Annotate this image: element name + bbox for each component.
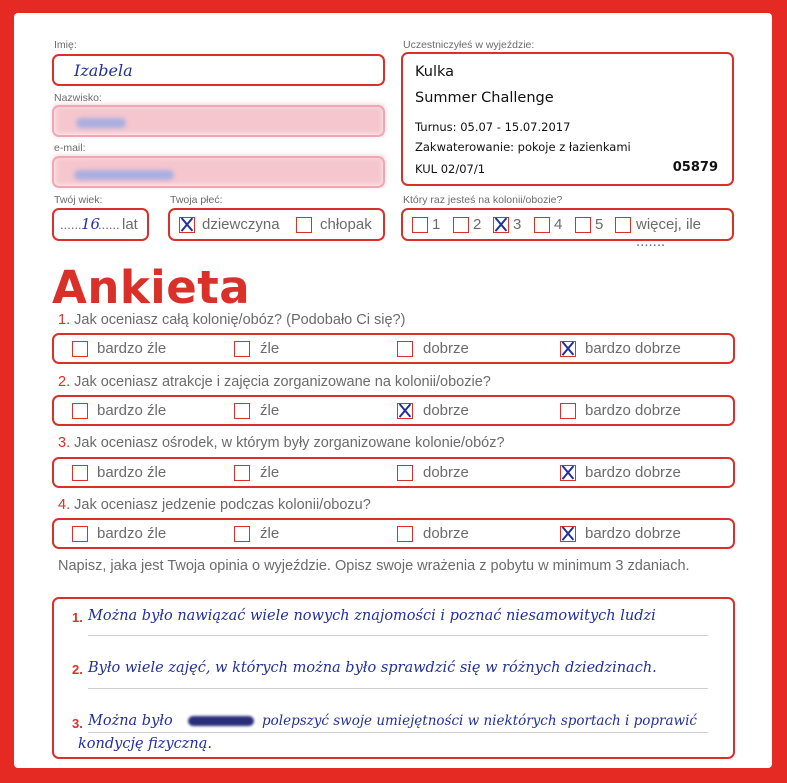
raz-option-2: 2 bbox=[473, 216, 482, 233]
raz-option-wiecej: więcej, ile ....... bbox=[636, 216, 702, 250]
plec-field bbox=[168, 208, 385, 241]
checkbox-raz-1[interactable] bbox=[412, 217, 428, 233]
q4-option-bardzo-zle: bardzo źle bbox=[97, 525, 167, 542]
question-2 bbox=[58, 374, 491, 390]
nazwisko-field[interactable] bbox=[52, 105, 385, 137]
ruled-line-3 bbox=[88, 732, 708, 733]
q4-checkbox-bardzo-dobrze[interactable] bbox=[560, 526, 576, 542]
trip-label: Uczestniczyłeś w wyjeździe: bbox=[403, 39, 535, 51]
q3-checkbox-zle[interactable] bbox=[234, 465, 250, 481]
wiek-dots-after: ...... bbox=[98, 217, 120, 232]
opinion-3-text-line2: kondycję fizyczną. bbox=[78, 736, 212, 752]
email-redacted-value bbox=[74, 170, 174, 180]
checkbox-chlopak[interactable] bbox=[296, 217, 312, 233]
q2-option-bardzo-zle: bardzo źle bbox=[97, 402, 167, 419]
wiek-unit: lat bbox=[122, 216, 138, 233]
opinion-1-text: Można było nawiązać wiele nowych znajomości i poznać niesamowitych ludzi bbox=[88, 608, 656, 624]
trip-zakwaterowanie: Zakwaterowanie: pokoje z łazienkami bbox=[415, 140, 631, 154]
question-3 bbox=[58, 435, 505, 451]
q3-checkbox-bardzo-zle[interactable] bbox=[72, 465, 88, 481]
email-field[interactable] bbox=[52, 156, 385, 188]
question-3-number: 3. bbox=[58, 435, 71, 451]
opinion-1-number: 1. bbox=[72, 610, 83, 625]
ktory-raz-label: Który raz jesteś na kolonii/obozie? bbox=[403, 194, 563, 206]
raz-option-5: 5 bbox=[595, 216, 604, 233]
opinion-3-redaction bbox=[188, 716, 254, 726]
q4-checkbox-zle[interactable] bbox=[234, 526, 250, 542]
q1-checkbox-bardzo-dobrze[interactable] bbox=[560, 341, 576, 357]
checkbox-raz-wiecej[interactable] bbox=[615, 217, 631, 233]
question-1-number: 1. bbox=[58, 312, 71, 328]
question-1 bbox=[58, 312, 405, 328]
imie-field[interactable] bbox=[52, 54, 385, 86]
plec-label: Twoja płeć: bbox=[170, 194, 223, 206]
q1-option-dobrze: dobrze bbox=[423, 340, 469, 357]
q4-option-zle: źle bbox=[260, 525, 280, 542]
q1-checkbox-zle[interactable] bbox=[234, 341, 250, 357]
trip-program: Summer Challenge bbox=[415, 90, 554, 106]
nazwisko-redacted-value bbox=[76, 118, 126, 128]
trip-turnus: Turnus: 05.07 - 15.07.2017 bbox=[415, 120, 571, 134]
q3-option-zle: źle bbox=[260, 464, 280, 481]
imie-value: Izabela bbox=[74, 61, 133, 80]
plec-option-chlopak: chłopak bbox=[320, 216, 372, 233]
checkbox-raz-2[interactable] bbox=[453, 217, 469, 233]
wiek-value: 16 bbox=[81, 215, 101, 233]
question-3-options bbox=[52, 457, 735, 488]
email-label: e-mail: bbox=[54, 142, 86, 154]
q2-checkbox-bardzo-zle[interactable] bbox=[72, 403, 88, 419]
raz-option-4: 4 bbox=[554, 216, 563, 233]
imie-label: Imię: bbox=[54, 39, 77, 51]
q3-option-bardzo-zle: bardzo źle bbox=[97, 464, 167, 481]
checkbox-dziewczyna[interactable] bbox=[179, 217, 195, 233]
q2-option-dobrze: dobrze bbox=[423, 402, 469, 419]
question-4-number: 4. bbox=[58, 497, 71, 513]
q2-checkbox-zle[interactable] bbox=[234, 403, 250, 419]
wiek-label: Twój wiek: bbox=[54, 194, 103, 206]
q3-option-bardzo-dobrze: bardzo dobrze bbox=[585, 464, 681, 481]
q1-checkbox-dobrze[interactable] bbox=[397, 341, 413, 357]
trip-name: Kulka bbox=[415, 64, 455, 80]
opinion-box[interactable] bbox=[52, 597, 735, 759]
question-3-text: Jak oceniasz ośrodek, w którym były zorganizowane kolonie/obóz? bbox=[74, 435, 505, 451]
q2-option-bardzo-dobrze: bardzo dobrze bbox=[585, 402, 681, 419]
opinion-2-text: Było wiele zajęć, w których można było sprawdzić się w różnych dziedzinach. bbox=[88, 660, 657, 676]
question-2-text: Jak oceniasz atrakcje i zajęcia zorganizowane na kolonii/obozie? bbox=[74, 374, 491, 390]
ruled-line-2 bbox=[88, 688, 708, 689]
opinion-3-number: 3. bbox=[72, 716, 83, 731]
plec-option-dziewczyna: dziewczyna bbox=[202, 216, 280, 233]
ruled-line-1 bbox=[88, 635, 708, 636]
raz-option-1: 1 bbox=[432, 216, 441, 233]
question-4-options bbox=[52, 518, 735, 549]
q1-checkbox-bardzo-zle[interactable] bbox=[72, 341, 88, 357]
question-1-options bbox=[52, 333, 735, 364]
survey-title: Ankieta bbox=[52, 261, 251, 314]
question-4 bbox=[58, 497, 371, 513]
wiek-dots-before: ...... bbox=[60, 217, 82, 232]
q2-checkbox-dobrze[interactable] bbox=[397, 403, 413, 419]
nazwisko-label: Nazwisko: bbox=[54, 92, 102, 104]
q1-option-bardzo-dobrze: bardzo dobrze bbox=[585, 340, 681, 357]
question-2-options bbox=[52, 395, 735, 426]
q3-checkbox-bardzo-dobrze[interactable] bbox=[560, 465, 576, 481]
opinion-2-number: 2. bbox=[72, 662, 83, 677]
ktory-raz-field bbox=[401, 208, 734, 250]
opinion-3-text-end: polepszyć swoje umiejętności w niektórych sportach i poprawić bbox=[262, 713, 697, 729]
q3-checkbox-dobrze[interactable] bbox=[397, 465, 413, 481]
checkbox-raz-3[interactable] bbox=[493, 217, 509, 233]
q2-option-zle: źle bbox=[260, 402, 280, 419]
q1-option-bardzo-zle: bardzo źle bbox=[97, 340, 167, 357]
trip-card bbox=[401, 52, 734, 186]
q2-checkbox-bardzo-dobrze[interactable] bbox=[560, 403, 576, 419]
q1-option-zle: źle bbox=[260, 340, 280, 357]
wiek-field[interactable] bbox=[52, 208, 149, 241]
q4-option-dobrze: dobrze bbox=[423, 525, 469, 542]
q4-checkbox-dobrze[interactable] bbox=[397, 526, 413, 542]
question-4-text: Jak oceniasz jedzenie podczas kolonii/obozu? bbox=[74, 497, 371, 513]
opinion-3-text-start: Można było bbox=[88, 713, 173, 729]
trip-number: 05879 bbox=[672, 160, 718, 175]
opinion-prompt: Napisz, jaka jest Twoja opinia o wyjeździe. Opisz swoje wrażenia z pobytu w minimum 3 zdaniach. bbox=[58, 558, 690, 574]
trip-code: KUL 02/07/1 bbox=[415, 162, 486, 176]
q4-checkbox-bardzo-zle[interactable] bbox=[72, 526, 88, 542]
question-2-number: 2. bbox=[58, 374, 71, 390]
survey-sheet bbox=[14, 13, 772, 768]
checkbox-raz-4[interactable] bbox=[534, 217, 550, 233]
question-1-text: Jak oceniasz całą kolonię/obóz? (Podobało Ci się?) bbox=[74, 312, 406, 328]
q3-option-dobrze: dobrze bbox=[423, 464, 469, 481]
q4-option-bardzo-dobrze: bardzo dobrze bbox=[585, 525, 681, 542]
raz-option-3: 3 bbox=[513, 216, 522, 233]
checkbox-raz-5[interactable] bbox=[575, 217, 591, 233]
